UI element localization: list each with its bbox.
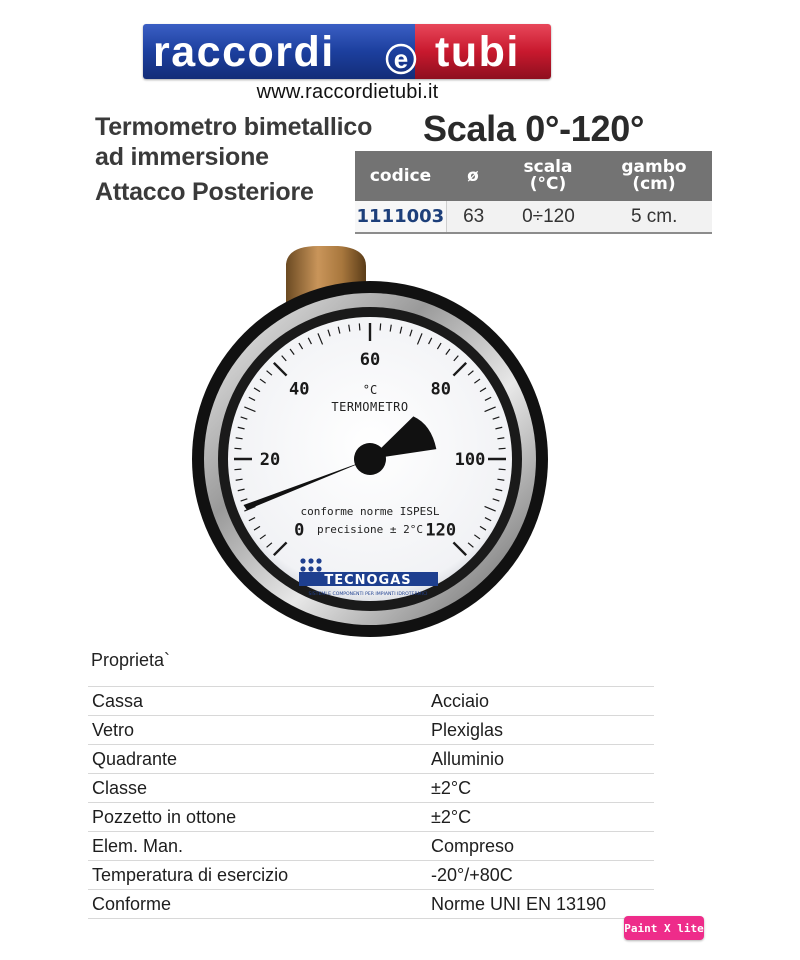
dial-tick: [234, 448, 241, 449]
property-row: [88, 686, 654, 716]
website-url[interactable]: www.raccordietubi.it: [256, 81, 439, 103]
spec-table: [355, 151, 712, 234]
cell-codice: 1111003: [355, 201, 446, 232]
property-row: [88, 716, 654, 745]
product-title-line2: ad immersione: [95, 143, 269, 171]
property-value: Alluminio: [431, 748, 505, 769]
brand-subtitle: SISTEMI E COMPONENTI PER IMPIANTI IDROTERMICI: [308, 592, 428, 597]
property-row: [88, 774, 654, 803]
dial-tick: [499, 448, 506, 449]
property-value: -20°/+80C: [431, 864, 513, 885]
header-scala: [500, 151, 596, 201]
logo-text-mid: e: [393, 44, 409, 74]
cell-diameter: 63: [446, 201, 501, 232]
dial-tick: [499, 469, 506, 470]
header-diameter: ø: [467, 165, 479, 186]
property-value: Norme UNI EN 13190: [431, 893, 607, 914]
property-value: Compreso: [431, 835, 515, 856]
logo-text-left: raccordi: [153, 28, 335, 76]
dial-compliance-line1: conforme norme ISPESL: [300, 505, 440, 518]
property-name: Elem. Man.: [92, 835, 184, 856]
dial-unit: °C: [362, 383, 378, 397]
property-value: Plexiglas: [431, 719, 504, 740]
product-title-line3: Attacco Posteriore: [95, 178, 314, 206]
header-gambo: [596, 151, 712, 201]
dial-label-20: 20: [259, 450, 281, 470]
dial-label-60: 60: [359, 350, 381, 370]
dial-name: TERMOMETRO: [331, 400, 409, 414]
dial-label-40: 40: [289, 379, 310, 400]
property-name: Vetro: [92, 719, 135, 740]
property-row: [88, 890, 654, 919]
paint-x-lite-badge: Paint X lite: [624, 916, 704, 940]
cell-scala: 0÷120: [522, 205, 575, 227]
property-name: Conforme: [92, 893, 172, 914]
property-name: Temperatura di esercizio: [92, 864, 289, 885]
thermometer-drawing: [178, 244, 558, 664]
dial-tick: [380, 323, 381, 330]
dial-label-120: 120: [425, 520, 457, 541]
cell-gambo: 5 cm.: [630, 205, 678, 227]
logo-text-right: tubi: [435, 28, 520, 76]
product-title-line1: Termometro bimetallico: [95, 113, 373, 141]
header-gambo-line1: gambo: [621, 157, 687, 177]
scale-title: Scala 0°-120°: [423, 108, 645, 149]
property-name: Quadrante: [92, 748, 178, 769]
spec-table-row: [355, 201, 712, 234]
property-row: [88, 861, 654, 890]
property-value: Acciaio: [431, 690, 490, 711]
dial-tick: [359, 323, 360, 330]
property-value: ±2°C: [431, 777, 472, 798]
header-scala-line1: scala: [523, 157, 573, 177]
properties-table: [88, 686, 654, 919]
header-scala-line2: (°C): [529, 174, 567, 194]
property-name: Classe: [92, 777, 148, 798]
header-codice: codice: [369, 165, 432, 186]
dial-tick: [234, 469, 241, 470]
dial-label-80: 80: [430, 379, 451, 400]
property-row: [88, 803, 654, 832]
properties-title: Proprieta`: [91, 650, 171, 670]
dial-compliance-line2: precisione ± 2°C: [317, 523, 423, 536]
property-name: Cassa: [92, 690, 144, 711]
header-gambo-line2: (cm): [632, 174, 676, 194]
spec-table-header: [355, 151, 712, 201]
dial-label-0: 0: [294, 520, 305, 541]
property-row: [88, 745, 654, 774]
property-value: ±2°C: [431, 806, 472, 827]
brand-logo: [143, 24, 551, 79]
property-row: [88, 832, 654, 861]
brand-name: TECNOGAS: [324, 573, 412, 588]
property-name: Pozzetto in ottone: [92, 806, 237, 827]
thermometer-image: [178, 244, 558, 664]
dial-label-100: 100: [454, 450, 486, 470]
